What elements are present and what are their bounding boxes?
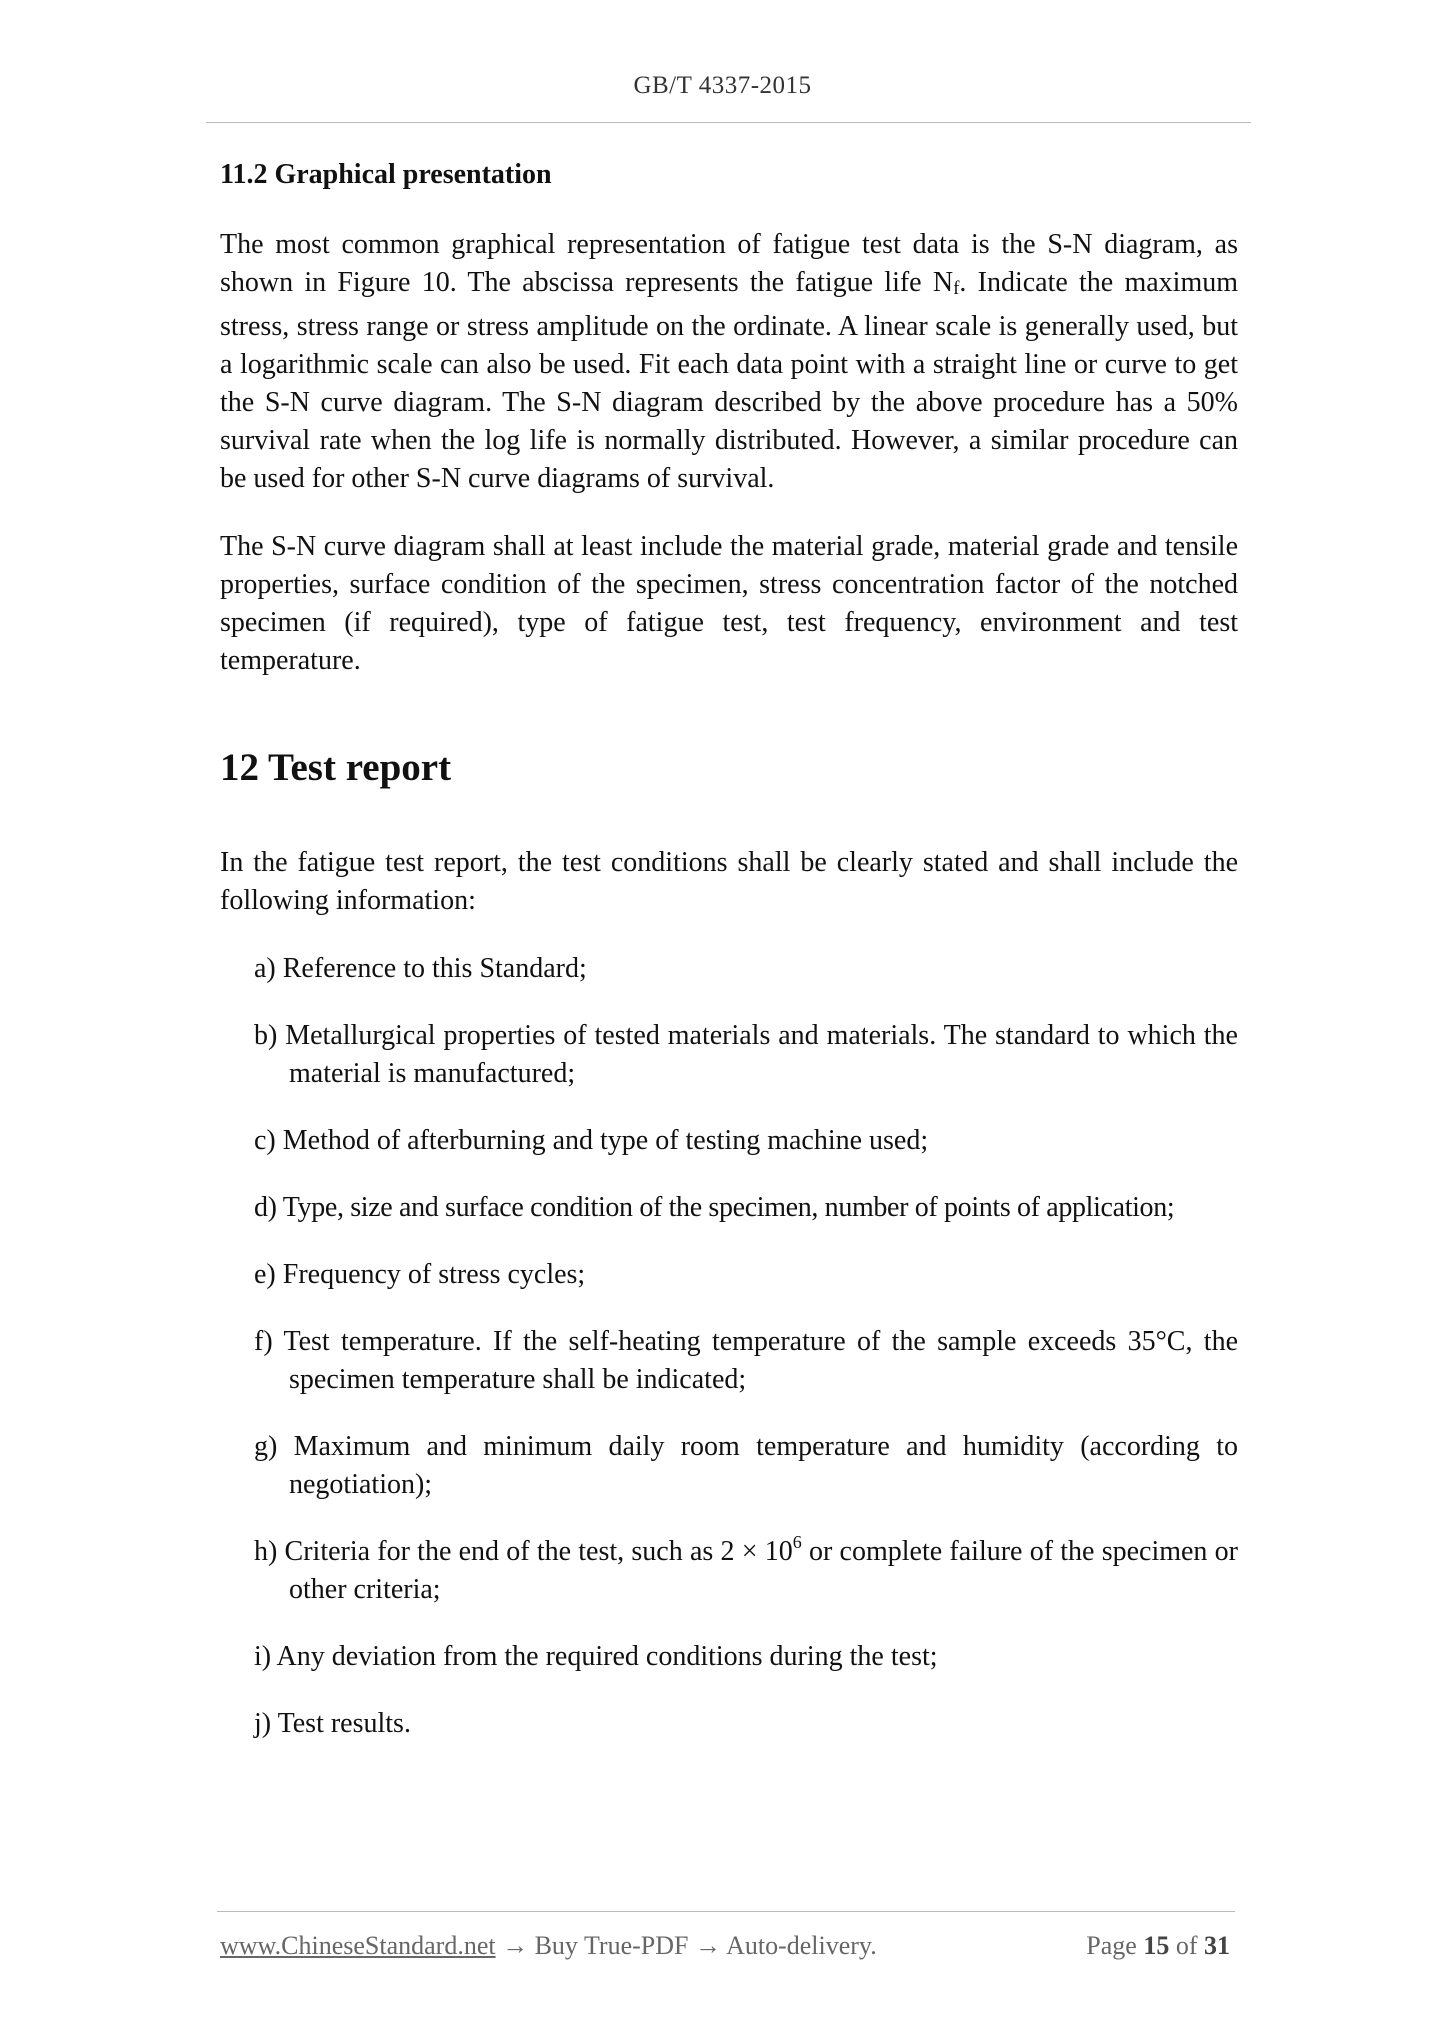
test-report-items <box>220 950 1238 1743</box>
list-item-e: e) Frequency of stress cycles; <box>254 1259 586 1290</box>
current-page: 15 <box>1143 1931 1170 1960</box>
p1-text-before: The most common graphical representation of fatigue test data is the S-N diagram, as shown in Figure 10. The abscissa represents the fatigue life N <box>220 229 1238 298</box>
footer-divider <box>217 1911 1235 1912</box>
list-item-h <box>254 1533 1238 1609</box>
site-link[interactable]: www.ChineseStandard.net <box>220 1931 496 1960</box>
list-item-d: d) Type, size and surface condition of the specimen, number of points of application; <box>254 1192 1175 1223</box>
list-item-i: i) Any deviation from the required conditions during the test; <box>254 1641 938 1672</box>
item-h-text-after: or complete failure of the specimen or other criteria; <box>289 1536 1238 1605</box>
p1-text-after: . Indicate the maximum stress, stress range or stress amplitude on the ordinate. A linear scale is generally used, but a logarithmic scale can also be used. Fit each data point with a straight line or curve to get the S-N curve diagram. The S-N diagram described by the above procedure has a 50% survival rate when the log life is normally distributed. However, a similar procedure can be used for other S-N curve diagrams of survival. <box>220 267 1238 494</box>
list-item-g: g) Maximum and minimum daily room temperature and humidity (according to negotiation); <box>254 1431 1238 1500</box>
section-11-2-heading: 11.2 Graphical presentation <box>220 159 552 190</box>
graphical-presentation-paragraph-2: The S-N curve diagram shall at least include the material grade, material grade and tensile properties, surface condition of the specimen, stress concentration factor of the notched specimen (if required), type of fatigue test, test frequency, environment and test temperature. <box>220 531 1238 676</box>
graphical-presentation-paragraph-1 <box>220 226 1238 498</box>
document-id-header: GB/T 4337-2015 <box>633 72 812 99</box>
item-h-text-before: h) Criteria for the end of the test, such as 2 × 10 <box>254 1536 793 1567</box>
page-content <box>220 155 1238 1772</box>
list-item-b: b) Metallurgical properties of tested materials and materials. The standard to which the material is manufactured; <box>254 1020 1238 1089</box>
arrow-icon: → <box>502 1931 529 1960</box>
list-item-c: c) Method of afterburning and type of testing machine used; <box>254 1125 929 1156</box>
section-12-heading: 12 Test report <box>220 746 452 789</box>
page-number <box>1086 1928 1230 1964</box>
header-divider <box>206 122 1251 123</box>
buy-text: Buy True-PDF <box>534 1931 689 1960</box>
list-item-j: j) Test results. <box>254 1708 411 1739</box>
page-word: Page <box>1086 1931 1137 1960</box>
list-item-a: a) Reference to this Standard; <box>254 953 587 984</box>
test-report-intro: In the fatigue test report, the test conditions shall be clearly stated and shall include the following information: <box>220 847 1238 916</box>
list-item-f: f) Test temperature. If the self-heating temperature of the sample exceeds 35°C, the specimen temperature shall be indicated; <box>254 1326 1238 1395</box>
arrow-icon: → <box>695 1931 721 1960</box>
footer-promo <box>220 1928 877 1964</box>
exponent-superscript: 6 <box>792 1532 802 1552</box>
total-pages: 31 <box>1204 1931 1230 1960</box>
fatigue-life-subscript: f <box>953 278 960 299</box>
delivery-text: Auto-delivery. <box>726 1931 877 1960</box>
of-word: of <box>1175 1931 1198 1960</box>
